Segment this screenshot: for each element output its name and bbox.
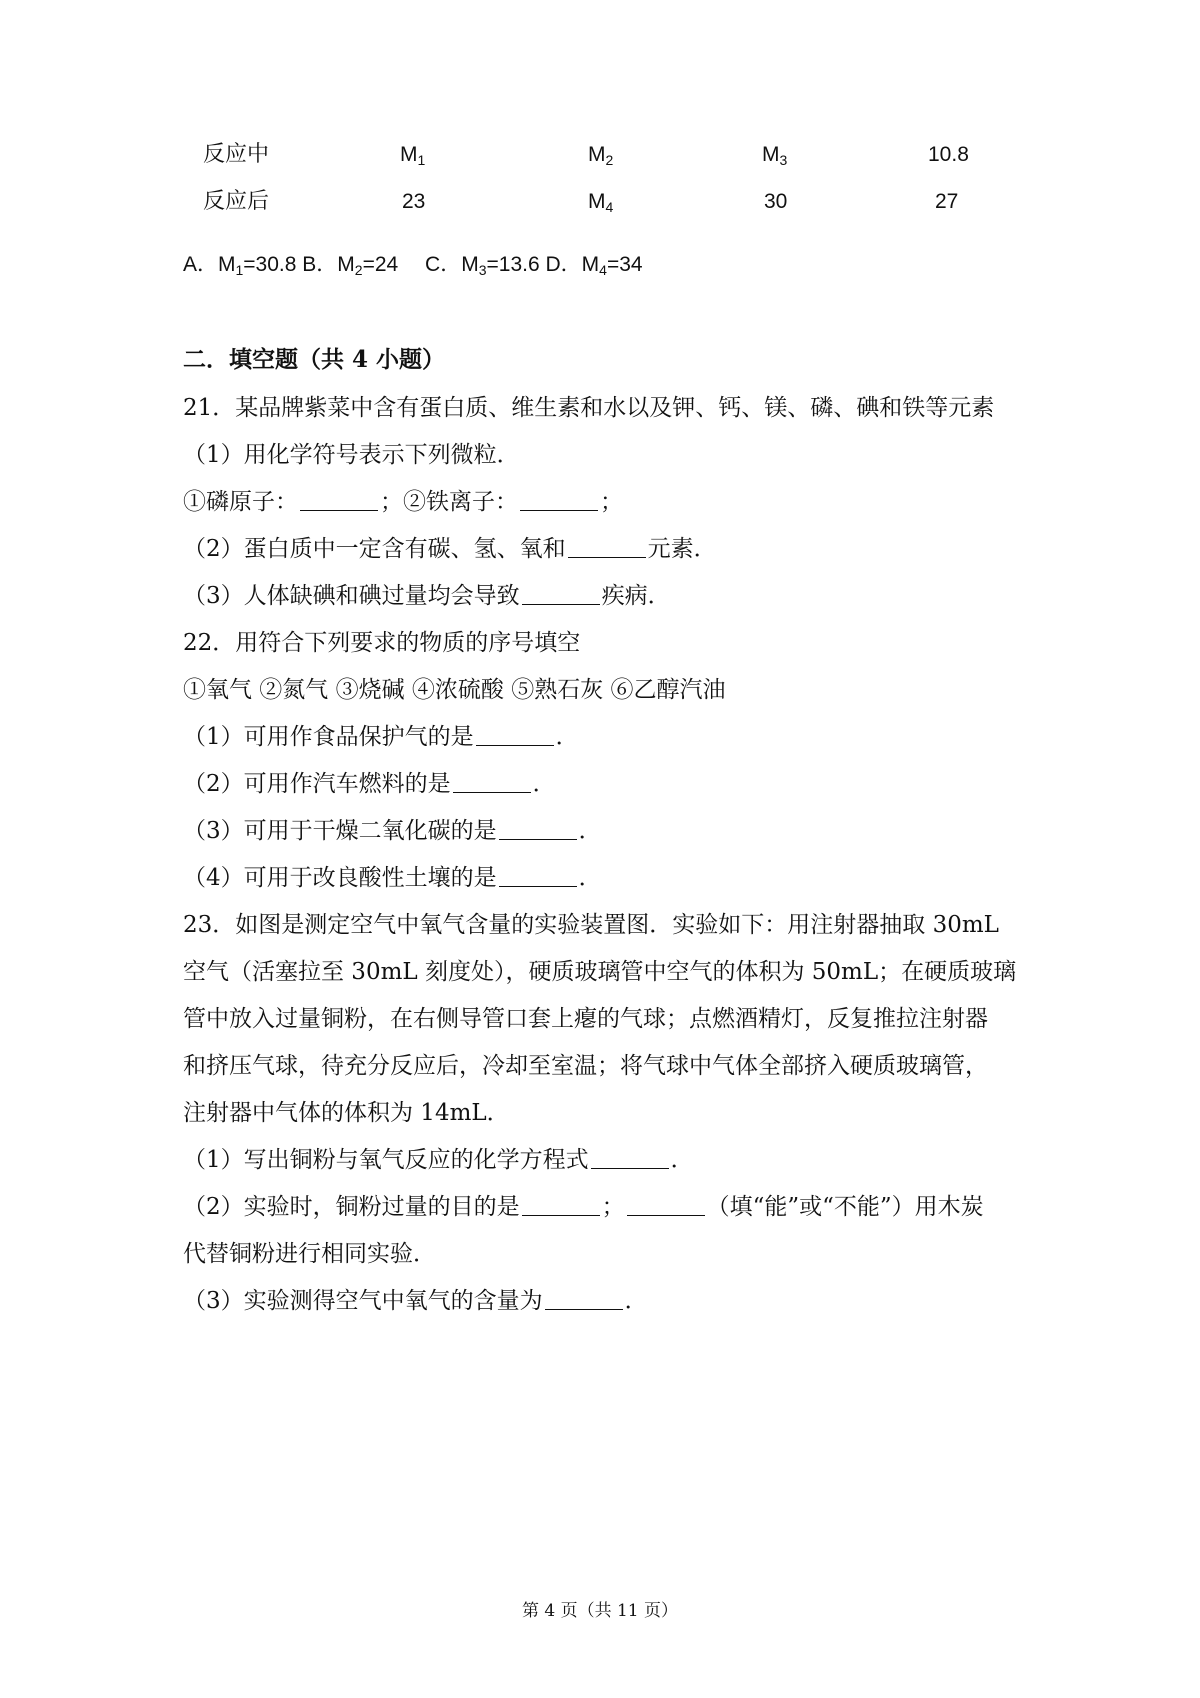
question-23-part2: （2）实验时，铜粉过量的目的是 ； （填“能”或“不能”）用木炭 [183, 1194, 984, 1220]
question-23-part2-cont: 代替铜粉进行相同实验． [183, 1241, 436, 1267]
question-22-part1: （1）可用作食品保护气的是 ． [183, 724, 579, 750]
question-21-part1-blanks: ①磷原子： ；②铁离子： ； [183, 489, 623, 515]
table-cell: 27 [935, 190, 959, 213]
answer-blank[interactable] [520, 488, 598, 511]
answer-blank[interactable] [453, 770, 531, 793]
answer-blank[interactable] [591, 1146, 669, 1169]
question-23-part3: （3）实验测得空气中氧气的含量为 ． [183, 1288, 648, 1314]
table-cell: 30 [764, 190, 788, 213]
question-23-line: 和挤压气球，待充分反应后，冷却至室温；将气球中气体全部挤入硬质玻璃管， [183, 1053, 988, 1079]
table-cell: $M_1$ [400, 143, 426, 168]
section-heading: 二．填空题（共 4 小题） [183, 346, 446, 373]
question-22-part2: （2）可用作汽车燃料的是 ． [183, 771, 556, 797]
question-23-part1: （1）写出铜粉与氧气反应的化学方程式 ． [183, 1147, 694, 1173]
answer-blank[interactable] [499, 817, 577, 840]
question-21-part3: （3）人体缺碘和碘过量均会导致 疾病． [183, 583, 671, 609]
table-cell: $M_4$ [588, 190, 614, 215]
table-cell: 23 [402, 190, 426, 213]
page-footer: 第 4 页（共 11 页） [521, 1601, 679, 1621]
table-cell: $M_3$ [762, 143, 788, 168]
question-21-part2: （2）蛋白质中一定含有碳、氢、氧和 元素． [183, 536, 717, 562]
table-cell: 10.8 [928, 143, 969, 166]
answer-blank[interactable] [522, 1193, 600, 1216]
table-cell: $M_2$ [588, 143, 614, 168]
question-23-line: 管中放入过量铜粉，在右侧导管口套上瘪的气球；点燃酒精灯，反复推拉注射器 [183, 1006, 988, 1032]
row-label: 反应后 [203, 189, 270, 214]
answer-blank[interactable] [545, 1287, 623, 1310]
answer-blank[interactable] [300, 488, 378, 511]
question-22-part3: （3）可用于干燥二氧化碳的是 ． [183, 818, 602, 844]
question-23-line: 23．如图是测定空气中氧气含量的实验装置图．实验如下：用注射器抽取 30mL [183, 912, 999, 938]
question-22-stem: 22．用符合下列要求的物质的序号填空 [183, 630, 581, 656]
answer-blank[interactable] [568, 535, 646, 558]
answer-blank[interactable] [499, 864, 577, 887]
answer-blank[interactable] [522, 582, 600, 605]
row-label: 反应中 [203, 142, 270, 167]
question-22-items: ①氧气 ②氮气 ③烧碱 ④浓硫酸 ⑤熟石灰 ⑥乙醇汽油 [183, 677, 726, 703]
answer-options: A．$M_1=30.8$ B．$M_2=24$ C．$M_3=13.6$ D．$M_4=34$ [183, 253, 643, 278]
question-22-part4: （4）可用于改良酸性土壤的是 ． [183, 865, 602, 891]
question-23-line: 注射器中气体的体积为 14mL． [183, 1100, 510, 1126]
question-23-line: 空气（活塞拉至 30mL 刻度处），硬质玻璃管中空气的体积为 50mL；在硬质玻璃 [183, 959, 1017, 985]
question-21-stem: 21．某品牌紫菜中含有蛋白质、维生素和水以及钾、钙、镁、磷、碘和铁等元素 [183, 395, 995, 421]
answer-blank[interactable] [627, 1193, 705, 1216]
answer-blank[interactable] [476, 723, 554, 746]
question-21-part1: （1）用化学符号表示下列微粒． [183, 442, 520, 468]
